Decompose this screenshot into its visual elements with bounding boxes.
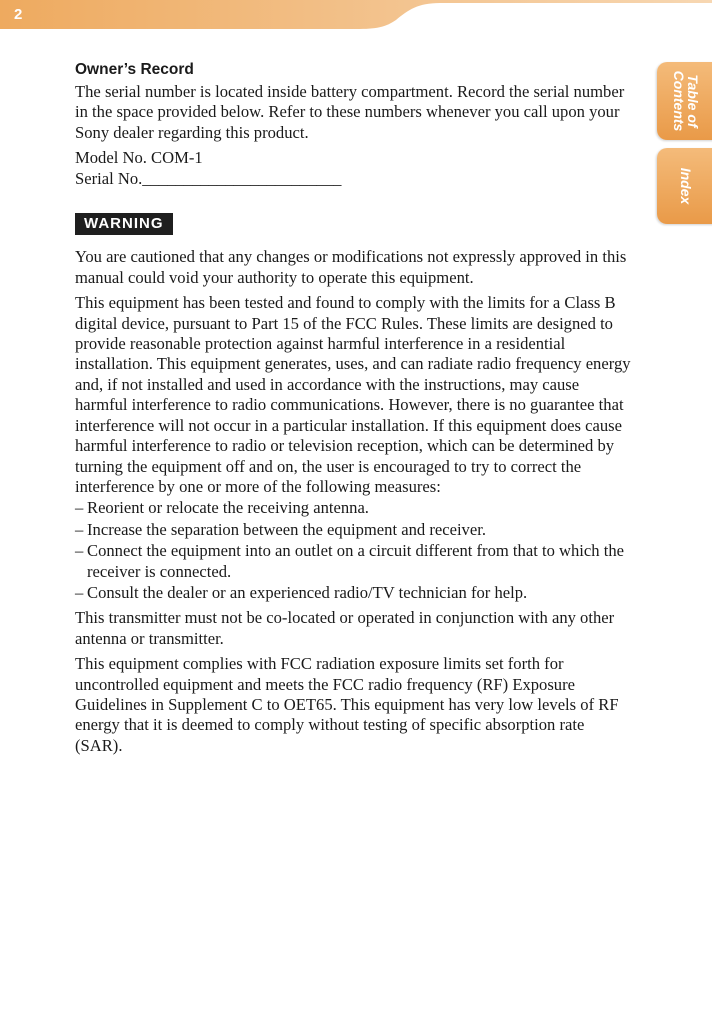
list-item [75, 520, 635, 540]
list-item [75, 541, 635, 582]
list-item [75, 583, 635, 603]
warning-paragraph-rf-exposure: This equipment complies with FCC radiation exposure limits set forth for uncontrolled equipment and meets the FCC radio frequency (RF) Exposure Guidelines in Supplement C to OET65. This equipment has very low levels of RF energy that it is deemed to comply without testing of specific absorption rate (SAR). [75, 654, 619, 755]
tab-table-of-contents-label: Table of Contents [671, 70, 701, 132]
tab-index[interactable] [657, 148, 712, 224]
measure-text: Connect the equipment into an outlet on a circuit different from that to which the receiver is connected. [87, 541, 624, 581]
warning-label: WARNING [75, 213, 173, 235]
measure-text: Consult the dealer or an experienced radio/TV technician for help. [87, 582, 528, 602]
header-bar-shape [0, 0, 712, 30]
list-dash: – [75, 582, 84, 602]
measures-list [75, 498, 635, 603]
tab-index-label: Index [678, 167, 694, 205]
list-dash: – [75, 541, 84, 561]
page-content [75, 60, 635, 761]
list-dash: – [75, 519, 84, 539]
warning-paragraph-modifications: You are cautioned that any changes or modifications not expressly approved in this manual could void your authority to operate this equipment. [75, 247, 627, 287]
header-bar [0, 0, 712, 30]
warning-paragraph-fcc-class-b: This equipment has been tested and found to comply with the limits for a Class B digital device, pursuant to Part 15 of the FCC Rules. These limits are designed to provide reasonable protection against harmful interference in a residential installation. This equipment generates, uses, and can radiate radio frequency energy and, if not installed and used in accordance with the instructions, may cause harmful interference to radio communications. However, there is no guarantee that interference will not occur in a particular installation. If this equipment does cause harmful interference to radio or television reception, which can be determined by turning the equipment off and on, the user is encouraged to try to correct the interference by one or more of the following measures: [75, 293, 631, 496]
measure-text: Increase the separation between the equipment and receiver. [87, 519, 486, 539]
record-block [75, 148, 635, 189]
measure-text: Reorient or relocate the receiving antenna. [87, 498, 369, 518]
owners-record-heading: Owner’s Record [75, 61, 194, 78]
page-number: 2 [14, 6, 23, 23]
warning-paragraph-colocation: This transmitter must not be co-located or operated in conjunction with any other antenna or transmitter. [75, 608, 615, 648]
serial-number-line: Serial No.________________________ [75, 168, 342, 188]
tab-table-of-contents[interactable] [657, 62, 712, 140]
list-dash: – [75, 498, 84, 518]
model-number-line: Model No. COM-1 [75, 148, 203, 168]
list-item [75, 498, 635, 518]
owners-record-intro: The serial number is located inside battery compartment. Record the serial number in the space provided below. Refer to these numbers whenever you call upon your Sony dealer regarding this product. [75, 82, 625, 142]
